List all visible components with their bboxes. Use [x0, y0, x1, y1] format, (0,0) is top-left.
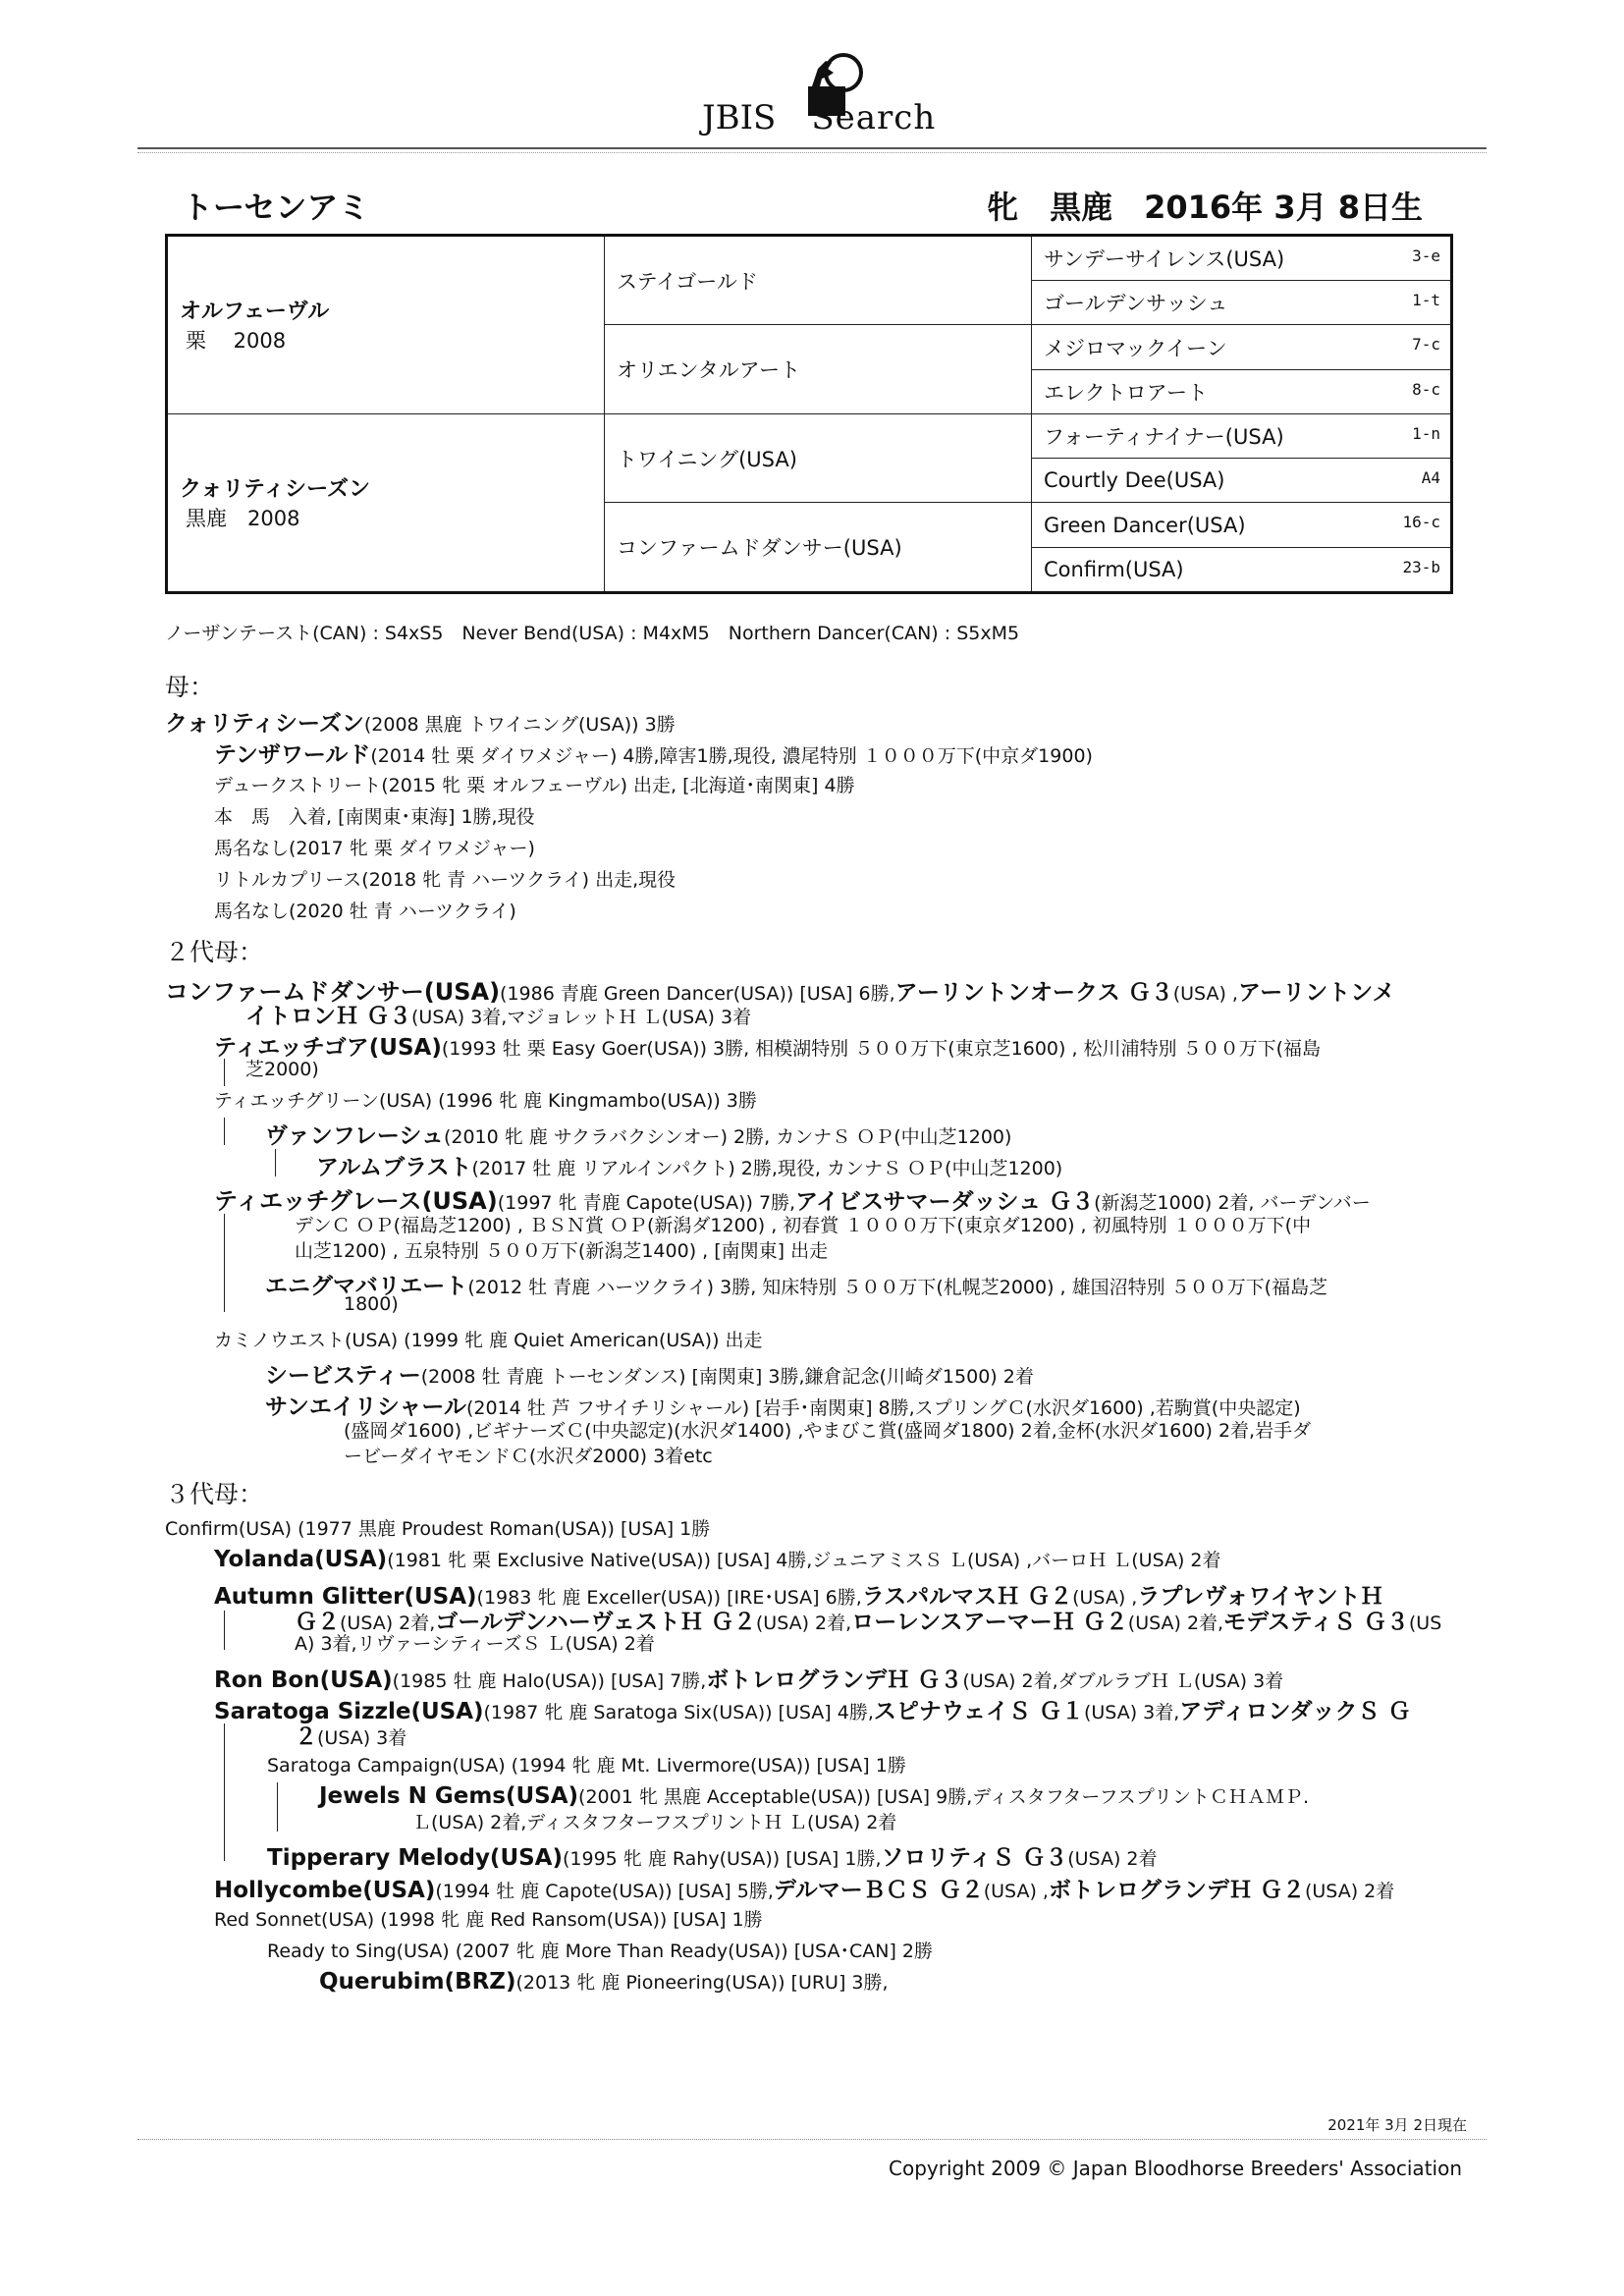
horse-info: 牝 黒鹿 2016年 3月 8日生	[987, 189, 1423, 226]
gen3-name: サンデーサイレンス(USA)	[1044, 247, 1285, 272]
tree-line	[224, 1118, 225, 1145]
tree-line	[224, 1723, 225, 1861]
gen3-cell	[1032, 547, 1452, 592]
race-bold: ２	[295, 1724, 317, 1750]
logo-left: JBIS	[702, 98, 777, 137]
line-rest: (2010 牝 鹿 サクラバクシンオー) 2勝, カンナＳ ＯＰ(中山芝1200)	[443, 1126, 1012, 1148]
race-bold: ボトレログランデＨ Ｇ３	[706, 1667, 963, 1693]
tree-line	[275, 1149, 276, 1176]
footer-rule	[137, 2139, 1487, 2140]
pedigree-table	[165, 234, 1453, 594]
line-rest: (1993 牡 栗 Easy Goer(USA)) 3勝, 相模湖特別 ５００万下(東京芝1600) , 松川浦特別 ５００万下(福島	[441, 1038, 1321, 1060]
race-bold: アーリントンオークス Ｇ３	[894, 980, 1173, 1006]
dam3-line	[214, 1546, 1221, 1572]
sire-cell	[167, 236, 605, 414]
line-rest: (1985 牡 鹿 Halo(USA)) [USA] 7勝,	[392, 1670, 707, 1692]
gen3-cell	[1032, 236, 1452, 281]
gen2-cell: トワイニング(USA)	[605, 413, 1032, 502]
horse-name-bold: Yolanda(USA)	[214, 1547, 388, 1572]
line-rest: (2008 黒鹿 トワイニング(USA)) 3勝	[363, 714, 676, 736]
line-rest: (2008 牡 青鹿 トーセンダンス) [南関東] 3勝,鎌倉記念(川崎ダ1500) 2着	[420, 1366, 1034, 1388]
family-code: 7-c	[1412, 335, 1440, 355]
race-bold: スピナウェイＳ Ｇ１	[873, 1699, 1084, 1724]
line-rest: (USA) 2着,	[755, 1613, 852, 1634]
dam2-line-cont: (盛岡ダ1600) ,ビギナーズＣ(中央認定)(水沢ダ1400) ,やまびこ賞(盛岡ダ1800) 2着,金杯(水沢ダ1600) 2着,岩手ダ	[344, 1420, 1312, 1442]
dam2-line-cont	[245, 998, 751, 1030]
dam2-line-cont: 芝2000)	[245, 1059, 319, 1080]
family-code: 8-c	[1412, 379, 1440, 399]
gen2-cell: コンファームドダンサー(USA)	[605, 503, 1032, 593]
race-bold: ラプレヴォワイヤントＨ	[1137, 1584, 1383, 1610]
race-bold: Ｇ２	[295, 1610, 340, 1635]
horse-name-bold: シービスティー	[265, 1363, 421, 1389]
logo-right: Search	[811, 98, 937, 137]
jbis-search-logo	[702, 47, 938, 145]
line-rest: (2013 牝 鹿 Pioneering(USA)) [URU] 3勝,	[515, 1972, 889, 1994]
dam2-line-cont: 山芝1200) , 五泉特別 ５００万下(新潟芝1400) , [南関東] 出走	[295, 1240, 829, 1262]
dam3-line: Confirm(USA) (1977 黒鹿 Proudest Roman(USA)) [USA] 1勝	[165, 1518, 711, 1540]
tree-line	[224, 1059, 225, 1086]
gen3-cell	[1032, 325, 1452, 369]
as-of-date: 2021年 3月 2日現在	[1327, 2116, 1467, 2134]
gen2-cell: オリエンタルアート	[605, 325, 1032, 413]
dam3-line	[267, 1839, 1158, 1872]
dam2-line-cont: ービーダイヤモンドＣ(水沢ダ2000) 3着etc	[344, 1446, 713, 1467]
horse-name-bold: Ron Bon(USA)	[214, 1667, 393, 1693]
dam-line	[165, 705, 676, 738]
dam-line: 馬名なし(2017 牝 栗 ダイワメジャー)	[214, 838, 535, 859]
dam2-line-cont: 1800)	[344, 1293, 399, 1315]
line-rest: (新潟芝1000) 2着, バーデンバー	[1094, 1192, 1371, 1214]
line-rest: (1983 牝 鹿 Exceller(USA)) [IRE･USA] 6勝,	[476, 1587, 862, 1609]
dam-line: 本 馬 入着, [南関東･東海] 1勝,現役	[214, 806, 535, 828]
dam2-line	[265, 1357, 1034, 1390]
dam2-line	[316, 1149, 1062, 1181]
family-code: 1-n	[1412, 423, 1440, 443]
family-code: 16-c	[1402, 513, 1440, 532]
family-code: 23-b	[1402, 557, 1440, 576]
horse-name-bold: Autumn Glitter(USA)	[214, 1584, 477, 1610]
gen3-name: フォーティナイナー(USA)	[1044, 425, 1284, 450]
dam-name: クォリティシーズン	[180, 477, 371, 503]
line-rest: (2014 牡 栗 ダイワメジャー) 4勝,障害1勝,現役, 濃尾特別 １０００万下(中京ダ1900)	[370, 745, 1093, 767]
gen3-name: エレクトロアート	[1044, 380, 1208, 405]
dam-detail: 黒鹿 2008	[186, 507, 300, 531]
horse-name-bold: ティエッチゴア(USA)	[214, 1035, 442, 1061]
horse-name-bold: Querubim(BRZ)	[319, 1969, 516, 1995]
header-rule	[137, 147, 1487, 149]
logo-text	[702, 98, 936, 137]
dam-line	[214, 737, 1093, 769]
gen3-cell	[1032, 413, 1452, 458]
line-rest: (2001 牝 黒鹿 Acceptable(USA)) [USA] 9勝,ディスタフターフスプリントＣＨＡＭＰ.	[578, 1786, 1309, 1808]
gen3-cell	[1032, 459, 1452, 503]
line-rest: (USA) 2着	[1304, 1881, 1395, 1902]
race-bold: ゴールデンハーヴェストＨ Ｇ２	[435, 1610, 756, 1635]
race-bold: モデスティＳ Ｇ３	[1223, 1610, 1409, 1635]
line-rest: (2012 牡 青鹿 ハーツクライ) 3勝, 知床特別 ５００万下(札幌芝2000) , 雄国沼特別 ５００万下(福島芝	[467, 1277, 1328, 1298]
dam3-line-cont: A) 3着,リヴァーシティーズＳ Ｌ(USA) 2着	[295, 1633, 655, 1655]
section-dam2: ２代母：	[165, 938, 264, 966]
section-dam3: ３代母：	[165, 1480, 264, 1508]
race-bold: ソロリティＳ Ｇ３	[881, 1845, 1068, 1871]
horse-name-bold: Hollycombe(USA)	[214, 1878, 436, 1903]
dam3-line	[319, 1968, 889, 1995]
line-rest: (USA) ,	[1072, 1587, 1138, 1609]
line-rest: (USA) ,	[1172, 983, 1238, 1005]
dam-line: デュークストリート(2015 牝 栗 オルフェーヴル) 出走, [北海道･南関東] 4勝	[214, 775, 855, 796]
gen2-cell: ステイゴールド	[605, 236, 1032, 325]
line-rest: (1997 牝 青鹿 Capote(USA)) 7勝,	[497, 1192, 796, 1214]
line-rest: (USA) 2着,	[1127, 1613, 1224, 1634]
dam3-line: Ready to Sing(USA) (2007 牝 鹿 More Than Ready(USA)) [USA･CAN] 2勝	[267, 1941, 933, 1962]
dam2-line-cont: デンＣ ＯＰ(福島芝1200) , ＢＳＮ賞 ＯＰ(新潟ダ1200) , 初春賞 １０００万下(東京ダ1200) , 初風特別 １０００万下(中	[295, 1215, 1312, 1236]
line-rest: (1995 牝 鹿 Rahy(USA)) [USA] 1勝,	[563, 1848, 882, 1870]
dam-cell	[167, 413, 605, 592]
dam-line: 馬名なし(2020 牡 青 ハーツクライ)	[214, 901, 516, 922]
line-rest: (USA) 3着	[317, 1727, 407, 1749]
horse-name-bold: コンファームドダンサー(USA)	[165, 978, 501, 1006]
race-bold: ラスパルマスＨ Ｇ２	[861, 1584, 1073, 1610]
sire-detail: 栗 2008	[186, 329, 287, 354]
gen3-name: ゴールデンサッシュ	[1044, 292, 1228, 316]
gen3-name: Green Dancer(USA)	[1044, 513, 1246, 537]
line-rest: (2014 牡 芦 フサイチリシャール) [岩手･南関東] 8勝,スプリングＣ(水沢ダ1600) ,若駒賞(中央認定)	[465, 1397, 1301, 1419]
race-bold: アイビスサマーダッシュ Ｇ３	[795, 1189, 1095, 1215]
dam2-line	[265, 1118, 1011, 1150]
line-rest: (1987 牝 鹿 Saratoga Six(USA)) [USA] 4勝,	[483, 1702, 874, 1723]
horse-name-bold: アルムブラスト	[316, 1155, 472, 1180]
gen3-cell	[1032, 503, 1452, 547]
gen3-name: メジロマックイーン	[1044, 336, 1227, 360]
dam3-line	[214, 1662, 1283, 1694]
sire-name: オルフェーヴル	[180, 300, 330, 325]
horse-name-bold: ヴァンフレーシュ	[265, 1123, 444, 1149]
dam2-line	[265, 1268, 1327, 1300]
horse-name-bold: ティエッチグレース(USA)	[214, 1187, 498, 1215]
family-code: A4	[1421, 468, 1440, 488]
horse-name-bold: Jewels N Gems(USA)	[319, 1783, 579, 1809]
dam3-line: Saratoga Campaign(USA) (1994 牝 鹿 Mt. Livermore(USA)) [USA] 1勝	[267, 1755, 906, 1777]
horse-name-bold: テンザワールド	[214, 742, 371, 768]
horse-name-bold: クォリティシーズン	[165, 711, 364, 737]
line-rest: (USA) 3着,マジョレットＨ Ｌ(USA) 3着	[411, 1007, 752, 1028]
dam3-line-cont	[295, 1719, 406, 1751]
horse-name: トーセンアミ	[182, 189, 370, 226]
horse-name-bold: エニグマバリエート	[265, 1274, 468, 1299]
copyright: Copyright 2009 © Japan Bloodhorse Breeders' Association	[889, 2157, 1462, 2180]
tree-line	[277, 1782, 278, 1831]
family-code: 1-t	[1412, 291, 1440, 310]
line-rest: (USA) 2着	[1067, 1848, 1158, 1870]
dam3-line	[214, 1872, 1394, 1904]
horse-name-bold: サンエイリシャール	[265, 1394, 466, 1420]
inbreeding-line: ノーザンテースト(CAN) : S4xS5 Never Bend(USA) : M4xM5 Northern Dancer(CAN) : S5xM5	[165, 623, 1020, 644]
line-rest: (USA) 2着,ダブルラブＨ Ｌ(USA) 3着	[962, 1670, 1284, 1692]
dam3-line	[319, 1782, 1309, 1809]
horse-name-bold: Tipperary Melody(USA)	[267, 1845, 563, 1871]
dam3-line-cont: Ｌ(USA) 2着,ディスタフターフスプリントＨ Ｌ(USA) 2着	[412, 1812, 897, 1833]
race-bold: アディロンダックＳ Ｇ	[1179, 1699, 1411, 1724]
dam2-line: ティエッチグリーン(USA) (1996 牝 鹿 Kingmambo(USA)) 3勝	[214, 1090, 757, 1112]
race-bold: ローレンスアーマーＨ Ｇ２	[851, 1610, 1128, 1635]
gen3-name: Confirm(USA)	[1044, 557, 1184, 581]
line-rest: (USA) ,	[983, 1881, 1049, 1902]
line-rest: (US	[1408, 1613, 1442, 1634]
tree-line	[224, 1214, 225, 1312]
section-dam: 母：	[165, 673, 215, 701]
race-bold: ボトレログランデＨ Ｇ２	[1048, 1878, 1305, 1903]
race-bold: デルマーＢＣＳ Ｇ２	[773, 1878, 984, 1903]
line-rest: (1981 牝 栗 Exclusive Native(USA)) [USA] 4勝,ジュニアミスＳ Ｌ(USA) ,バーロＨ Ｌ(USA) 2着	[387, 1550, 1221, 1571]
line-rest: (1994 牡 鹿 Capote(USA)) [USA] 5勝,	[435, 1881, 774, 1902]
race-bold: アーリントンメ	[1237, 980, 1395, 1006]
line-rest: (1986 青鹿 Green Dancer(USA)) [USA] 6勝,	[500, 983, 895, 1005]
dam2-line: カミノウエスト(USA) (1999 牝 鹿 Quiet American(USA)) 出走	[214, 1330, 763, 1351]
line-rest: (USA) 2着,	[340, 1613, 436, 1634]
dam3-line: Red Sonnet(USA) (1998 牝 鹿 Red Ransom(USA)) [USA] 1勝	[214, 1909, 763, 1931]
header-rule-dotted	[137, 152, 1487, 153]
family-code: 3-e	[1412, 246, 1440, 265]
line-rest: (2017 牡 鹿 リアルインパクト) 2勝,現役, カンナＳ ＯＰ(中山芝1200)	[471, 1158, 1063, 1179]
dam2-line	[214, 1029, 1321, 1062]
race-bold: イトロンＨ Ｇ３	[245, 1004, 412, 1029]
horse-name-bold: Saratoga Sizzle(USA)	[214, 1699, 484, 1724]
dam-line: リトルカプリース(2018 牝 青 ハーツクライ) 出走,現役	[214, 869, 677, 891]
gen3-cell	[1032, 369, 1452, 413]
gen3-cell	[1032, 281, 1452, 325]
line-rest: (USA) 3着,	[1083, 1702, 1180, 1723]
tree-line	[224, 1611, 225, 1650]
gen3-name: Courtly Dee(USA)	[1044, 468, 1225, 493]
